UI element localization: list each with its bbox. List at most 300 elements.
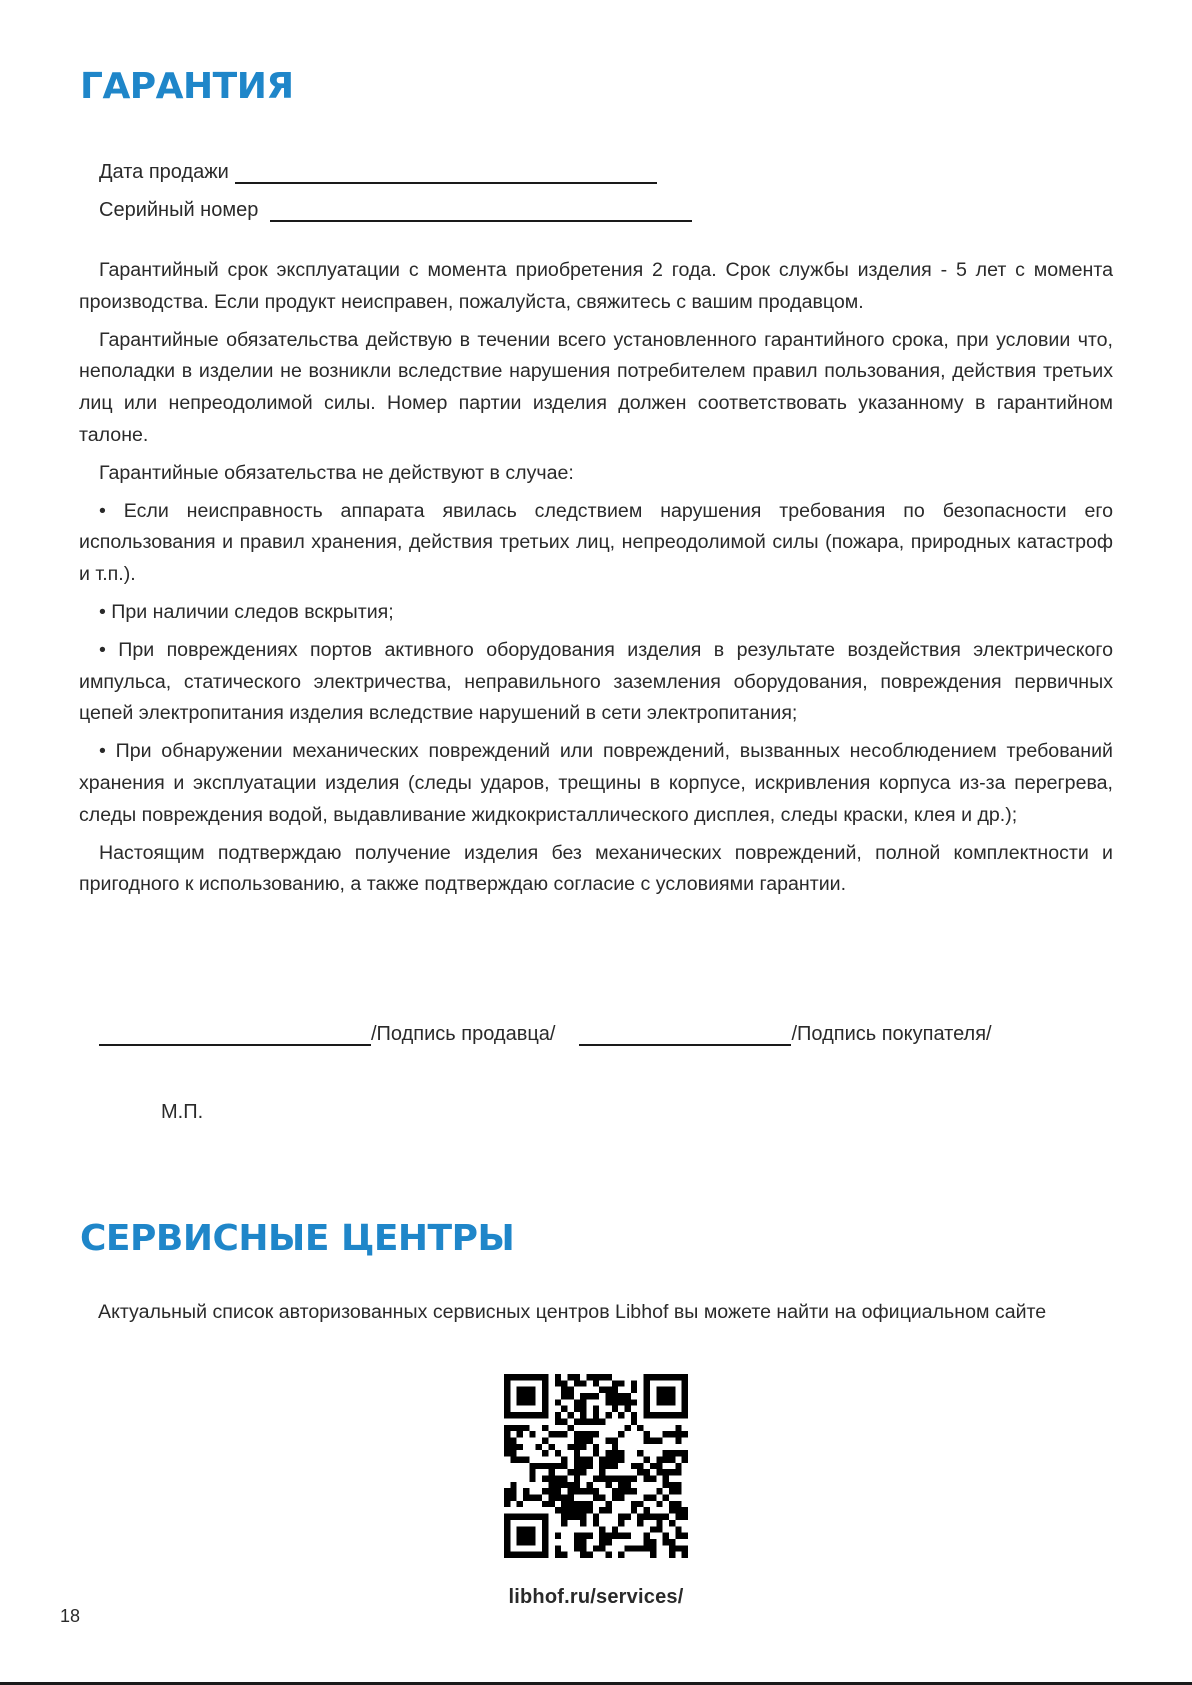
qr-module: [548, 1431, 554, 1437]
qr-module: [669, 1507, 675, 1513]
qr-module: [523, 1514, 529, 1520]
qr-module: [669, 1552, 675, 1558]
qr-module: [663, 1412, 669, 1418]
qr-module: [555, 1463, 561, 1469]
qr-module: [580, 1501, 586, 1507]
qr-module: [612, 1387, 618, 1393]
qr-module: [517, 1374, 523, 1380]
qr-module: [599, 1533, 605, 1539]
paragraph: Гарантийные обязательства действую в течении всего установленного гарантийного срока, при условии что, неполадки в изделии не возникли вследствие нарушения потребителем правил пользования, действия третьих лиц или непреодолимой силы. Номер партии изделия должен соответствовать указанному в гарантийном талоне.: [79, 328, 1113, 446]
qr-module: [650, 1412, 656, 1418]
qr-module: [593, 1450, 599, 1456]
qr-module: [612, 1437, 618, 1443]
qr-module: [523, 1456, 529, 1462]
qr-module: [593, 1374, 599, 1380]
qr-module: [561, 1418, 567, 1424]
qr-module: [675, 1545, 681, 1551]
qr-module: [580, 1380, 586, 1386]
qr-module: [631, 1387, 637, 1393]
qr-module: [510, 1488, 516, 1494]
qr-module: [580, 1545, 586, 1551]
qr-module: [548, 1463, 554, 1469]
qr-module: [517, 1533, 523, 1539]
qr-module: [561, 1501, 567, 1507]
qr-module: [606, 1437, 612, 1443]
qr-module: [669, 1450, 675, 1456]
qr-module: [548, 1469, 554, 1475]
qr-module: [675, 1412, 681, 1418]
qr-module: [517, 1425, 523, 1431]
qr-module: [529, 1469, 535, 1475]
qr-module: [504, 1387, 510, 1393]
qr-module: [561, 1393, 567, 1399]
qr-module: [548, 1482, 554, 1488]
qr-module: [542, 1514, 548, 1520]
qr-module: [517, 1431, 523, 1437]
qr-module: [599, 1476, 605, 1482]
sale-date-label: Дата продажи: [99, 161, 229, 183]
qr-module: [631, 1507, 637, 1513]
qr-module: [523, 1552, 529, 1558]
qr-module: [561, 1431, 567, 1437]
qr-module: [574, 1469, 580, 1475]
qr-module: [669, 1539, 675, 1545]
qr-module: [682, 1399, 688, 1405]
qr-module: [529, 1533, 535, 1539]
qr-module: [574, 1482, 580, 1488]
seller-signature-label: /Подпись продавца/: [371, 1023, 556, 1045]
qr-module: [561, 1495, 567, 1501]
qr-module: [637, 1469, 643, 1475]
paragraph: Гарантийные обязательства не действуют в случае:: [99, 461, 574, 484]
qr-module: [612, 1406, 618, 1412]
qr-module: [644, 1437, 650, 1443]
qr-module: [656, 1488, 662, 1494]
qr-module: [644, 1514, 650, 1520]
qr-module: [574, 1488, 580, 1494]
qr-module: [567, 1387, 573, 1393]
qr-module: [650, 1552, 656, 1558]
qr-module: [675, 1501, 681, 1507]
qr-module: [637, 1520, 643, 1526]
qr-module: [599, 1469, 605, 1475]
qr-module: [517, 1539, 523, 1545]
qr-module: [625, 1514, 631, 1520]
qr-module: [548, 1476, 554, 1482]
qr-module: [656, 1463, 662, 1469]
qr-module: [574, 1476, 580, 1482]
qr-module: [542, 1437, 548, 1443]
qr-module: [625, 1488, 631, 1494]
qr-module: [517, 1444, 523, 1450]
qr-module: [606, 1552, 612, 1558]
qr-module: [529, 1514, 535, 1520]
qr-module: [599, 1526, 605, 1532]
qr-module: [567, 1393, 573, 1399]
qr-module: [542, 1488, 548, 1494]
qr-module: [542, 1387, 548, 1393]
sale-date-line: [235, 164, 657, 184]
qr-module: [517, 1514, 523, 1520]
list-item: • При наличии следов вскрытия;: [99, 600, 394, 623]
qr-module: [504, 1412, 510, 1418]
qr-module: [644, 1507, 650, 1513]
qr-module: [542, 1545, 548, 1551]
qr-module: [555, 1374, 561, 1380]
qr-module: [682, 1507, 688, 1513]
qr-module: [561, 1463, 567, 1469]
qr-module: [580, 1520, 586, 1526]
qr-module: [510, 1425, 516, 1431]
qr-module: [529, 1374, 535, 1380]
qr-module: [523, 1425, 529, 1431]
qr-module: [542, 1380, 548, 1386]
qr-module: [682, 1545, 688, 1551]
qr-module: [656, 1399, 662, 1405]
qr-module: [529, 1526, 535, 1532]
qr-module: [644, 1393, 650, 1399]
qr-module: [593, 1476, 599, 1482]
qr-module: [599, 1545, 605, 1551]
qr-module: [606, 1387, 612, 1393]
qr-module: [548, 1501, 554, 1507]
qr-module: [682, 1380, 688, 1386]
qr-module: [580, 1507, 586, 1513]
qr-module: [675, 1450, 681, 1456]
qr-module: [656, 1456, 662, 1462]
qr-module: [682, 1456, 688, 1462]
qr-module: [625, 1533, 631, 1539]
qr-module: [555, 1399, 561, 1405]
qr-module: [599, 1495, 605, 1501]
qr-module: [555, 1412, 561, 1418]
qr-module: [517, 1393, 523, 1399]
qr-module: [669, 1488, 675, 1494]
qr-module: [625, 1393, 631, 1399]
qr-module: [656, 1374, 662, 1380]
qr-module: [517, 1552, 523, 1558]
qr-module: [504, 1374, 510, 1380]
qr-module: [586, 1418, 592, 1424]
qr-code-icon[interactable]: [504, 1374, 688, 1558]
qr-module: [580, 1444, 586, 1450]
qr-module: [542, 1526, 548, 1532]
qr-module: [517, 1387, 523, 1393]
qr-module: [656, 1437, 662, 1443]
qr-module: [618, 1482, 624, 1488]
qr-module: [593, 1418, 599, 1424]
qr-module: [504, 1514, 510, 1520]
qr-module: [682, 1552, 688, 1558]
qr-module: [663, 1533, 669, 1539]
qr-module: [529, 1431, 535, 1437]
qr-module: [529, 1463, 535, 1469]
qr-module: [682, 1514, 688, 1520]
qr-module: [523, 1539, 529, 1545]
qr-module: [561, 1380, 567, 1386]
qr-module: [650, 1437, 656, 1443]
qr-module: [606, 1476, 612, 1482]
qr-module: [675, 1488, 681, 1494]
qr-module: [567, 1374, 573, 1380]
qr-module: [593, 1495, 599, 1501]
qr-module: [586, 1374, 592, 1380]
qr-module: [644, 1374, 650, 1380]
qr-module: [523, 1526, 529, 1532]
qr-module: [593, 1431, 599, 1437]
qr-module: [536, 1444, 542, 1450]
qr-module: [567, 1469, 573, 1475]
qr-module: [574, 1514, 580, 1520]
qr-module: [663, 1399, 669, 1405]
qr-module: [663, 1374, 669, 1380]
service-centers-text: Актуальный список авторизованных сервисных центров Libhof вы можете найти на официальном сайте: [98, 1301, 1047, 1323]
qr-module: [663, 1456, 669, 1462]
qr-module: [580, 1463, 586, 1469]
qr-module: [612, 1533, 618, 1539]
qr-module: [637, 1514, 643, 1520]
qr-module: [542, 1374, 548, 1380]
qr-module: [625, 1545, 631, 1551]
qr-module: [618, 1380, 624, 1386]
qr-module: [523, 1393, 529, 1399]
qr-module: [580, 1406, 586, 1412]
qr-module: [542, 1520, 548, 1526]
qr-module: [637, 1501, 643, 1507]
qr-module: [555, 1476, 561, 1482]
paragraph: Гарантийный срок эксплуатации с момента приобретения 2 года. Срок службы изделия - 5 лет с момента производства. Если продукт неисправен, пожалуйста, свяжитесь с вашим продавцом.: [79, 259, 1113, 313]
qr-module: [612, 1393, 618, 1399]
qr-module: [631, 1463, 637, 1469]
qr-module: [606, 1463, 612, 1469]
qr-module: [656, 1412, 662, 1418]
qr-module: [542, 1463, 548, 1469]
qr-module: [580, 1399, 586, 1405]
qr-module: [574, 1418, 580, 1424]
qr-module: [625, 1482, 631, 1488]
qr-module: [523, 1399, 529, 1405]
warranty-title: ГАРАНТИЯ: [80, 66, 294, 107]
qr-module: [542, 1412, 548, 1418]
qr-module: [555, 1380, 561, 1386]
qr-module: [631, 1545, 637, 1551]
qr-module: [625, 1399, 631, 1405]
qr-module: [567, 1507, 573, 1513]
qr-module: [669, 1482, 675, 1488]
qr-module: [580, 1393, 586, 1399]
stamp-label: М.П.: [161, 1101, 204, 1123]
qr-module: [644, 1495, 650, 1501]
warranty-body: [79, 255, 1113, 907]
qr-module: [586, 1463, 592, 1469]
qr-module: [593, 1380, 599, 1386]
qr-module: [618, 1488, 624, 1494]
qr-module: [529, 1412, 535, 1418]
qr-module: [536, 1374, 542, 1380]
qr-module: [555, 1495, 561, 1501]
qr-module: [606, 1456, 612, 1462]
qr-module: [580, 1412, 586, 1418]
qr-module: [517, 1412, 523, 1418]
qr-module: [504, 1393, 510, 1399]
qr-module: [542, 1533, 548, 1539]
qr-module: [586, 1507, 592, 1513]
qr-module: [504, 1526, 510, 1532]
qr-module: [637, 1450, 643, 1456]
qr-module: [612, 1463, 618, 1469]
qr-module: [631, 1501, 637, 1507]
qr-module: [682, 1533, 688, 1539]
qr-module: [650, 1495, 656, 1501]
qr-module: [650, 1514, 656, 1520]
qr-module: [682, 1431, 688, 1437]
buyer-signature-line: [579, 1026, 791, 1046]
qr-module: [586, 1482, 592, 1488]
qr-module: [542, 1393, 548, 1399]
list-item: • При повреждениях портов активного оборудования изделия в результате воздействия электрического импульса, статического электричества, неправильного заземления оборудования, повреждения первичных цепей электропитания изделия вследствие нарушений в сети электропитания;: [79, 638, 1113, 725]
qr-module: [574, 1406, 580, 1412]
qr-module: [510, 1444, 516, 1450]
qr-module: [574, 1507, 580, 1513]
qr-module: [586, 1456, 592, 1462]
qr-module: [555, 1507, 561, 1513]
qr-module: [504, 1501, 510, 1507]
qr-module: [542, 1450, 548, 1456]
qr-module: [682, 1450, 688, 1456]
qr-module: [523, 1495, 529, 1501]
qr-module: [561, 1552, 567, 1558]
page-number: 18: [60, 1606, 81, 1626]
qr-module: [650, 1526, 656, 1532]
qr-module: [631, 1488, 637, 1494]
qr-module: [631, 1380, 637, 1386]
qr-module: [618, 1533, 624, 1539]
qr-module: [548, 1488, 554, 1494]
qr-module: [637, 1425, 643, 1431]
qr-module: [618, 1393, 624, 1399]
qr-module: [675, 1463, 681, 1469]
qr-module: [618, 1495, 624, 1501]
qr-module: [631, 1476, 637, 1482]
qr-module: [682, 1387, 688, 1393]
qr-module: [536, 1552, 542, 1558]
qr-module: [523, 1412, 529, 1418]
qr-module: [510, 1514, 516, 1520]
service-url-link[interactable]: libhof.ru/services/: [508, 1586, 684, 1608]
qr-module: [606, 1399, 612, 1405]
qr-module: [504, 1495, 510, 1501]
qr-module: [529, 1552, 535, 1558]
qr-module: [606, 1450, 612, 1456]
qr-module: [567, 1482, 573, 1488]
qr-module: [637, 1545, 643, 1551]
serial-number-label: Серийный номер: [99, 199, 259, 221]
qr-module: [536, 1463, 542, 1469]
qr-module: [542, 1476, 548, 1482]
qr-module: [529, 1495, 535, 1501]
qr-module: [663, 1469, 669, 1475]
qr-module: [561, 1456, 567, 1462]
qr-module: [631, 1418, 637, 1424]
qr-module: [606, 1482, 612, 1488]
qr-module: [644, 1476, 650, 1482]
qr-module: [510, 1412, 516, 1418]
qr-module: [567, 1495, 573, 1501]
qr-module: [567, 1488, 573, 1494]
qr-module: [675, 1431, 681, 1437]
qr-module: [612, 1495, 618, 1501]
qr-module: [682, 1393, 688, 1399]
qr-module: [599, 1387, 605, 1393]
qr-module: [504, 1437, 510, 1443]
qr-module: [650, 1539, 656, 1545]
qr-module: [606, 1374, 612, 1380]
qr-module: [644, 1469, 650, 1475]
qr-module: [523, 1488, 529, 1494]
qr-module: [606, 1412, 612, 1418]
qr-module: [555, 1552, 561, 1558]
qr-module: [599, 1456, 605, 1462]
qr-module: [574, 1463, 580, 1469]
qr-module: [517, 1456, 523, 1462]
qr-module: [682, 1374, 688, 1380]
qr-module: [574, 1533, 580, 1539]
qr-module: [504, 1444, 510, 1450]
qr-module: [675, 1514, 681, 1520]
qr-module: [517, 1399, 523, 1405]
qr-module: [669, 1520, 675, 1526]
qr-module: [656, 1501, 662, 1507]
qr-module: [663, 1539, 669, 1545]
qr-module: [510, 1437, 516, 1443]
qr-module: [618, 1456, 624, 1462]
qr-module: [555, 1482, 561, 1488]
qr-module: [650, 1545, 656, 1551]
qr-module: [675, 1482, 681, 1488]
qr-module: [504, 1552, 510, 1558]
qr-module: [618, 1514, 624, 1520]
qr-module: [593, 1406, 599, 1412]
qr-module: [663, 1387, 669, 1393]
qr-module: [644, 1539, 650, 1545]
qr-module: [529, 1476, 535, 1482]
qr-module: [656, 1469, 662, 1475]
qr-module: [580, 1418, 586, 1424]
qr-module: [567, 1514, 573, 1520]
qr-module: [574, 1545, 580, 1551]
qr-module: [580, 1456, 586, 1462]
qr-module: [631, 1412, 637, 1418]
qr-module: [567, 1425, 573, 1431]
qr-module: [529, 1539, 535, 1545]
qr-module: [593, 1514, 599, 1520]
qr-module: [669, 1545, 675, 1551]
signature-row: [99, 1022, 992, 1046]
qr-module: [504, 1431, 510, 1437]
qr-module: [555, 1418, 561, 1424]
qr-module: [612, 1444, 618, 1450]
qr-module: [504, 1539, 510, 1545]
qr-module: [669, 1501, 675, 1507]
qr-module: [593, 1545, 599, 1551]
qr-module: [644, 1456, 650, 1462]
qr-module: [555, 1450, 561, 1456]
qr-module: [504, 1380, 510, 1386]
qr-module: [510, 1482, 516, 1488]
qr-module: [561, 1520, 567, 1526]
qr-module: [586, 1488, 592, 1494]
service-centers-title: СЕРВИСНЫЕ ЦЕНТРЫ: [80, 1218, 515, 1259]
